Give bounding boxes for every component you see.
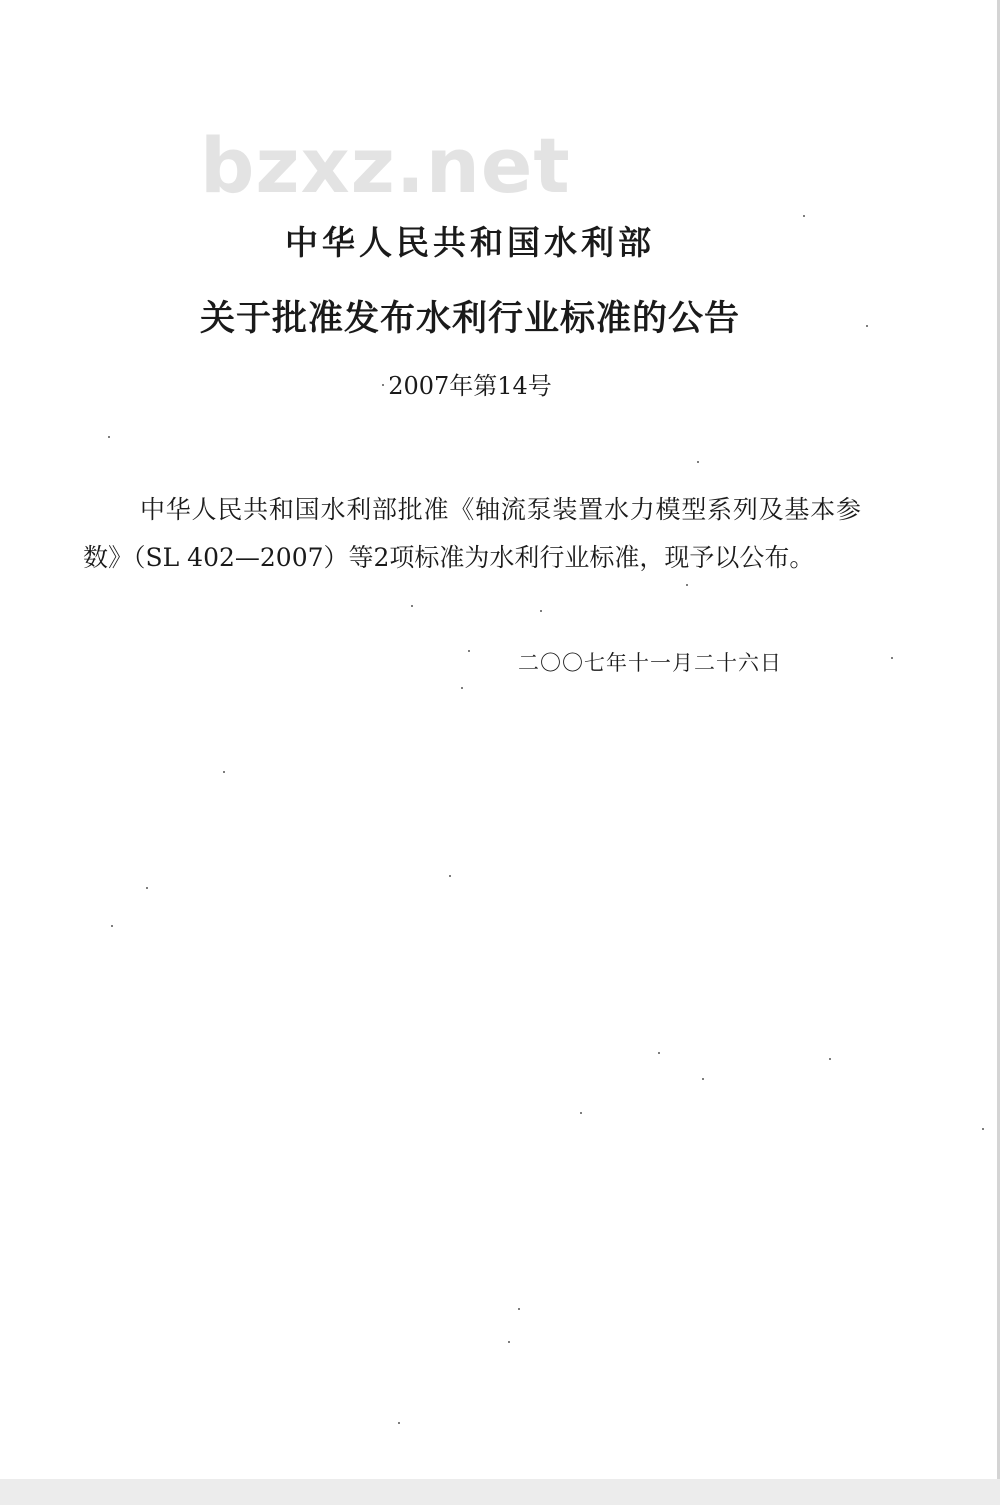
document-number: 2007年第14号: [388, 372, 552, 400]
issue-date: 二〇〇七年十一月二十六日: [518, 651, 782, 675]
scan-speck: [223, 771, 225, 773]
scan-speck: [540, 610, 542, 612]
scan-speck: [518, 1308, 520, 1310]
scan-speck: [658, 1052, 660, 1054]
announcement-title: 关于批准发布水利行业标准的公告: [199, 298, 740, 339]
scan-bottom-strip: [0, 1479, 1000, 1505]
scan-speck: [702, 1078, 704, 1080]
scan-speck: [468, 650, 470, 652]
scan-speck: [449, 875, 451, 877]
scan-speck: [508, 1341, 510, 1343]
scan-speck: [398, 1422, 400, 1424]
scan-speck: [146, 887, 148, 889]
scan-speck: [411, 605, 413, 607]
scan-speck: [697, 461, 699, 463]
scan-speck: [111, 925, 113, 927]
scan-speck: [982, 1128, 984, 1130]
issuer-title: 中华人民共和国水利部: [285, 223, 655, 262]
scan-speck: [803, 215, 805, 217]
scan-speck: [866, 325, 868, 327]
scan-speck: [580, 1112, 582, 1114]
scan-speck: [686, 584, 688, 586]
scan-speck: [461, 687, 463, 689]
announcement-body: 中华人民共和国水利部批准《轴流泵装置水力模型系列及基本参数》（SL 402—2007）等2项标准为水利行业标准，现予以公布。: [83, 495, 861, 572]
scan-speck: [382, 384, 384, 386]
scan-speck: [108, 436, 110, 438]
scan-speck: [829, 1058, 831, 1060]
watermark: bzxz.net: [200, 121, 571, 210]
scan-speck: [891, 657, 893, 659]
